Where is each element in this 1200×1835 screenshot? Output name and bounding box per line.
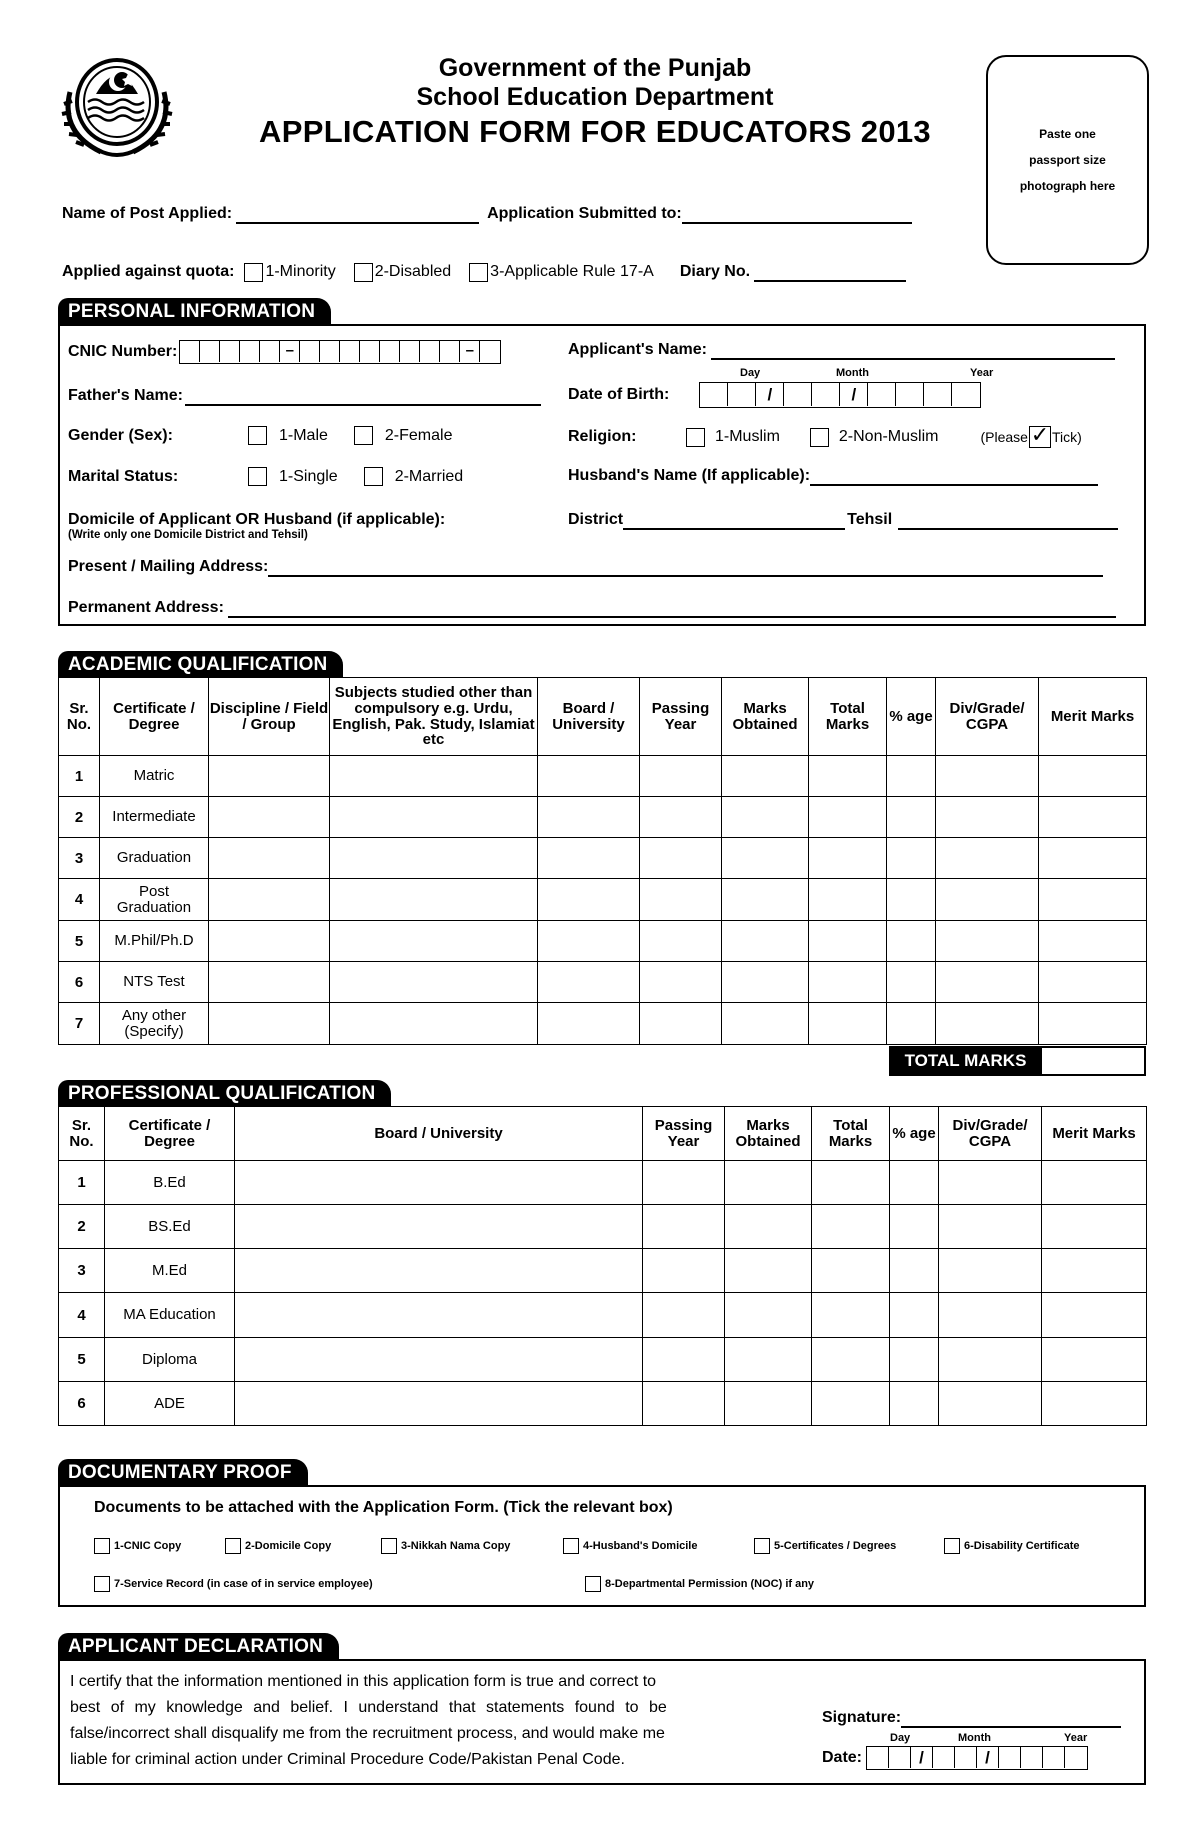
input-cell[interactable] bbox=[812, 1382, 890, 1426]
input-cell[interactable] bbox=[887, 962, 936, 1003]
input-cell[interactable] bbox=[809, 1003, 887, 1045]
applicant-name-label: Applicant's Name: bbox=[568, 341, 707, 358]
sr-cell: 6 bbox=[59, 1382, 105, 1426]
col-header-total-marks: Total Marks bbox=[812, 1107, 890, 1161]
col-header-board: Board / University bbox=[235, 1107, 643, 1161]
cnic-dash: – bbox=[460, 341, 480, 362]
input-cell[interactable] bbox=[1042, 1293, 1147, 1338]
total-marks-label: TOTAL MARKS bbox=[889, 1046, 1042, 1076]
input-cell[interactable] bbox=[1042, 1338, 1147, 1382]
input-cell[interactable] bbox=[890, 1293, 939, 1338]
sr-cell: 4 bbox=[59, 1293, 105, 1338]
input-cell[interactable] bbox=[887, 921, 936, 962]
col-header-merit: Merit Marks bbox=[1039, 678, 1147, 756]
doc-noc-checkbox[interactable] bbox=[585, 1576, 601, 1592]
input-cell[interactable] bbox=[725, 1293, 812, 1338]
input-cell[interactable] bbox=[640, 921, 722, 962]
input-cell[interactable] bbox=[330, 879, 538, 921]
table-row bbox=[59, 1293, 1147, 1338]
input-cell[interactable] bbox=[939, 1249, 1042, 1293]
input-cell[interactable] bbox=[209, 797, 330, 838]
table-row bbox=[59, 962, 1147, 1003]
input-cell[interactable] bbox=[330, 921, 538, 962]
input-cell[interactable] bbox=[887, 879, 936, 921]
degree-cell: Any other (Specify) bbox=[100, 1003, 209, 1045]
husband-name-label: Husband's Name (If applicable): bbox=[568, 467, 811, 484]
input-cell[interactable] bbox=[235, 1205, 643, 1249]
district-label: District bbox=[568, 511, 624, 528]
doc-cnic-label: 1-CNIC Copy bbox=[114, 1540, 182, 1552]
marital-single-label: 1-Single bbox=[279, 467, 338, 485]
table-row bbox=[59, 1382, 1147, 1426]
documentary-proof-tab: DOCUMENTARY PROOF bbox=[58, 1459, 308, 1486]
tehsil-label: Tehsil bbox=[847, 511, 893, 528]
degree-cell: BS.Ed bbox=[105, 1205, 235, 1249]
header-line-2: School Education Department bbox=[416, 83, 774, 111]
table-row bbox=[59, 1338, 1147, 1382]
input-cell[interactable] bbox=[722, 756, 809, 797]
degree-cell: Post Graduation bbox=[100, 879, 209, 921]
input-cell[interactable] bbox=[936, 797, 1039, 838]
photo-note-line-3: photograph here bbox=[1019, 179, 1116, 193]
doc-service-record-label: 7-Service Record (in case of in service employee) bbox=[114, 1578, 373, 1590]
table-row bbox=[59, 1249, 1147, 1293]
degree-cell: Diploma bbox=[105, 1338, 235, 1382]
input-cell[interactable] bbox=[330, 797, 538, 838]
present-address-label: Present / Mailing Address: bbox=[68, 558, 269, 575]
input-cell[interactable] bbox=[538, 838, 640, 879]
doc-certificates-checkbox[interactable] bbox=[754, 1538, 770, 1554]
permanent-address-label: Permanent Address: bbox=[68, 599, 224, 616]
col-header-certificate: Certificate / Degree bbox=[105, 1107, 235, 1161]
sr-cell: 4 bbox=[59, 879, 100, 921]
religion-non-muslim-checkbox[interactable] bbox=[810, 428, 829, 447]
sr-cell: 3 bbox=[59, 838, 100, 879]
form-title: APPLICATION FORM FOR EDUCATORS 2013 bbox=[259, 114, 931, 149]
dob-input[interactable] bbox=[699, 382, 981, 408]
degree-cell: Matric bbox=[100, 756, 209, 797]
input-cell[interactable] bbox=[538, 1003, 640, 1045]
sr-cell: 5 bbox=[59, 921, 100, 962]
doc-husband-domicile-checkbox[interactable] bbox=[563, 1538, 579, 1554]
input-cell[interactable] bbox=[722, 879, 809, 921]
input-cell[interactable] bbox=[812, 1249, 890, 1293]
input-cell[interactable] bbox=[887, 1003, 936, 1045]
input-cell[interactable] bbox=[936, 756, 1039, 797]
domicile-note: (Write only one Domicile District and Tehsil) bbox=[68, 529, 308, 541]
declaration-line-2: best of my knowledge and belief. I understand that statements found to be bbox=[70, 1699, 667, 1716]
input-cell[interactable] bbox=[330, 962, 538, 1003]
marital-status-label: Marital Status: bbox=[68, 467, 179, 485]
sr-cell: 5 bbox=[59, 1338, 105, 1382]
input-cell[interactable] bbox=[725, 1382, 812, 1426]
input-cell[interactable] bbox=[1039, 1003, 1147, 1045]
input-cell[interactable] bbox=[640, 756, 722, 797]
personal-info-tab: PERSONAL INFORMATION bbox=[58, 298, 331, 325]
marital-married-checkbox[interactable] bbox=[364, 467, 383, 486]
input-cell[interactable] bbox=[538, 797, 640, 838]
input-cell[interactable] bbox=[890, 1161, 939, 1205]
tick-note-open: (Please bbox=[980, 429, 1028, 445]
table-row bbox=[59, 1161, 1147, 1205]
input-cell[interactable] bbox=[809, 921, 887, 962]
input-cell[interactable] bbox=[887, 797, 936, 838]
input-cell[interactable] bbox=[722, 921, 809, 962]
input-cell[interactable] bbox=[209, 1003, 330, 1045]
doc-disability-label: 6-Disability Certificate bbox=[964, 1540, 1080, 1552]
photo-note-line-1: Paste one bbox=[1039, 127, 1096, 141]
dob-separator: / bbox=[840, 383, 868, 406]
marital-married-label: 2-Married bbox=[394, 467, 464, 485]
input-cell[interactable] bbox=[722, 1003, 809, 1045]
applicant-name-field[interactable] bbox=[711, 340, 1115, 360]
religion-muslim-label: 1-Muslim bbox=[715, 428, 780, 445]
quota-disabled-label: 2-Disabled bbox=[374, 263, 452, 280]
col-header-total-marks: Total Marks bbox=[809, 678, 887, 756]
declaration-line-4: liable for criminal action under Criminal Procedure Code/Pakistan Penal Code. bbox=[70, 1751, 625, 1768]
doc-certificates-label: 5-Certificates / Degrees bbox=[774, 1540, 897, 1552]
input-cell[interactable] bbox=[538, 879, 640, 921]
input-cell[interactable] bbox=[890, 1382, 939, 1426]
gender-male-checkbox[interactable] bbox=[248, 426, 267, 445]
permanent-address-field[interactable] bbox=[228, 598, 1116, 618]
quota-minority-checkbox[interactable] bbox=[244, 263, 263, 282]
date-year-caption: Year bbox=[1064, 1732, 1088, 1744]
input-cell[interactable] bbox=[725, 1161, 812, 1205]
input-cell[interactable] bbox=[725, 1338, 812, 1382]
input-cell[interactable] bbox=[1039, 838, 1147, 879]
degree-cell: M.Phil/Ph.D bbox=[100, 921, 209, 962]
input-cell[interactable] bbox=[330, 756, 538, 797]
quota-rule17a-checkbox[interactable] bbox=[469, 263, 488, 282]
diary-no-field[interactable] bbox=[754, 262, 906, 282]
input-cell[interactable] bbox=[812, 1161, 890, 1205]
sr-cell: 6 bbox=[59, 962, 100, 1003]
degree-cell: Graduation bbox=[100, 838, 209, 879]
table-row bbox=[59, 879, 1147, 921]
professional-qualification-tab: PROFESSIONAL QUALIFICATION bbox=[58, 1080, 391, 1107]
input-cell[interactable] bbox=[538, 756, 640, 797]
col-header-marks-obtained: Marks Obtained bbox=[722, 678, 809, 756]
post-applied-label: Name of Post Applied: bbox=[62, 205, 233, 222]
date-day-caption: Day bbox=[890, 1732, 911, 1744]
sr-cell: 2 bbox=[59, 1205, 105, 1249]
degree-cell: MA Education bbox=[105, 1293, 235, 1338]
input-cell[interactable] bbox=[725, 1205, 812, 1249]
signature-field[interactable] bbox=[901, 1708, 1121, 1728]
doc-nikkah-label: 3-Nikkah Nama Copy bbox=[401, 1540, 511, 1552]
input-cell[interactable] bbox=[538, 962, 640, 1003]
gender-female-label: 2-Female bbox=[384, 426, 453, 444]
col-header-discipline: Discipline / Field / Group bbox=[209, 678, 330, 756]
signature-label: Signature: bbox=[822, 1709, 902, 1726]
tick-example-icon: ✓ bbox=[1030, 422, 1050, 447]
doc-domicile-checkbox[interactable] bbox=[225, 1538, 241, 1554]
degree-cell: M.Ed bbox=[105, 1249, 235, 1293]
input-cell[interactable] bbox=[643, 1205, 725, 1249]
dob-year-caption: Year bbox=[970, 367, 994, 379]
input-cell[interactable] bbox=[235, 1249, 643, 1293]
input-cell[interactable] bbox=[722, 838, 809, 879]
input-cell[interactable] bbox=[939, 1205, 1042, 1249]
punjab-emblem-icon bbox=[56, 52, 178, 160]
doc-nikkah-checkbox[interactable] bbox=[381, 1538, 397, 1554]
diary-no-label: Diary No. bbox=[679, 263, 751, 280]
declaration-line-1: I certify that the information mentioned in this application form is true and correct to bbox=[70, 1673, 657, 1690]
input-cell[interactable] bbox=[643, 1249, 725, 1293]
input-cell[interactable] bbox=[722, 962, 809, 1003]
submitted-to-field[interactable] bbox=[682, 204, 912, 224]
degree-cell: ADE bbox=[105, 1382, 235, 1426]
input-cell[interactable] bbox=[1042, 1205, 1147, 1249]
input-cell[interactable] bbox=[936, 921, 1039, 962]
father-name-label: Father's Name: bbox=[68, 387, 183, 404]
input-cell[interactable] bbox=[235, 1161, 643, 1205]
input-cell[interactable] bbox=[209, 962, 330, 1003]
header-line-1: Government of the Punjab bbox=[438, 54, 752, 82]
total-marks-field[interactable] bbox=[1040, 1046, 1146, 1076]
table-row bbox=[59, 921, 1147, 962]
district-field[interactable] bbox=[623, 510, 845, 530]
sr-cell: 1 bbox=[59, 756, 100, 797]
date-input[interactable] bbox=[866, 1746, 1088, 1770]
date-separator: / bbox=[977, 1747, 999, 1768]
table-row bbox=[59, 838, 1147, 879]
degree-cell: Intermediate bbox=[100, 797, 209, 838]
doc-domicile-label: 2-Domicile Copy bbox=[245, 1540, 332, 1552]
input-cell[interactable] bbox=[936, 1003, 1039, 1045]
dob-separator: / bbox=[756, 383, 784, 406]
degree-cell: B.Ed bbox=[105, 1161, 235, 1205]
date-label: Date: bbox=[822, 1749, 863, 1766]
input-cell[interactable] bbox=[1039, 962, 1147, 1003]
cnic-label: CNIC Number: bbox=[68, 343, 178, 360]
doc-disability-checkbox[interactable] bbox=[944, 1538, 960, 1554]
photo-note-line-2: passport size bbox=[1029, 153, 1106, 167]
table-row bbox=[59, 1003, 1147, 1045]
sr-cell: 1 bbox=[59, 1161, 105, 1205]
col-header-certificate: Certificate / Degree bbox=[100, 678, 209, 756]
quota-rule17a-label: 3-Applicable Rule 17-A bbox=[490, 263, 654, 280]
input-cell[interactable] bbox=[538, 921, 640, 962]
input-cell[interactable] bbox=[1039, 879, 1147, 921]
input-cell[interactable] bbox=[812, 1293, 890, 1338]
post-applied-field[interactable] bbox=[236, 204, 479, 224]
input-cell[interactable] bbox=[1039, 921, 1147, 962]
applicant-declaration-tab: APPLICANT DECLARATION bbox=[58, 1633, 339, 1660]
col-header-sr: Sr. No. bbox=[59, 1107, 105, 1161]
date-separator: / bbox=[911, 1747, 933, 1768]
input-cell[interactable] bbox=[890, 1249, 939, 1293]
quota-disabled-checkbox[interactable] bbox=[354, 263, 373, 282]
photo-box[interactable] bbox=[986, 55, 1149, 265]
table-row bbox=[59, 797, 1147, 838]
husband-name-field[interactable] bbox=[810, 466, 1098, 486]
input-cell[interactable] bbox=[939, 1293, 1042, 1338]
cnic-input[interactable] bbox=[179, 340, 501, 364]
col-header-sr: Sr. No. bbox=[59, 678, 100, 756]
input-cell[interactable] bbox=[330, 838, 538, 879]
input-cell[interactable] bbox=[209, 921, 330, 962]
input-cell[interactable] bbox=[643, 1293, 725, 1338]
input-cell[interactable] bbox=[722, 797, 809, 838]
dob-day-caption: Day bbox=[740, 367, 761, 379]
present-address-field[interactable] bbox=[268, 557, 1103, 577]
degree-cell: NTS Test bbox=[100, 962, 209, 1003]
input-cell[interactable] bbox=[1039, 797, 1147, 838]
col-header-marks-obtained: Marks Obtained bbox=[725, 1107, 812, 1161]
tick-note-close: Tick) bbox=[1051, 429, 1082, 445]
academic-qualification-tab: ACADEMIC QUALIFICATION bbox=[58, 651, 343, 678]
input-cell[interactable] bbox=[643, 1382, 725, 1426]
input-cell[interactable] bbox=[1042, 1249, 1147, 1293]
input-cell[interactable] bbox=[939, 1382, 1042, 1426]
declaration-line-3: false/incorrect shall disqualify me from the recruitment process, and would make me bbox=[70, 1725, 665, 1742]
col-header-percentage: % age bbox=[890, 1107, 939, 1161]
dob-month-caption: Month bbox=[836, 367, 869, 379]
input-cell[interactable] bbox=[640, 1003, 722, 1045]
input-cell[interactable] bbox=[939, 1338, 1042, 1382]
religion-label: Religion: bbox=[568, 428, 637, 445]
input-cell[interactable] bbox=[640, 838, 722, 879]
submitted-to-label: Application Submitted to: bbox=[487, 205, 682, 222]
tehsil-field[interactable] bbox=[898, 510, 1118, 530]
input-cell[interactable] bbox=[643, 1338, 725, 1382]
input-cell[interactable] bbox=[643, 1161, 725, 1205]
col-header-merit: Merit Marks bbox=[1042, 1107, 1147, 1161]
input-cell[interactable] bbox=[809, 756, 887, 797]
table-row bbox=[59, 756, 1147, 797]
gender-male-label: 1-Male bbox=[279, 426, 328, 444]
date-month-caption: Month bbox=[958, 1732, 991, 1744]
input-cell[interactable] bbox=[936, 962, 1039, 1003]
input-cell[interactable] bbox=[890, 1338, 939, 1382]
input-cell[interactable] bbox=[936, 879, 1039, 921]
input-cell[interactable] bbox=[640, 879, 722, 921]
col-header-board: Board / University bbox=[538, 678, 640, 756]
input-cell[interactable] bbox=[809, 838, 887, 879]
doc-cnic-checkbox[interactable] bbox=[94, 1538, 110, 1554]
documentary-intro: Documents to be attached with the Application Form. (Tick the relevant box) bbox=[94, 1499, 673, 1516]
input-cell[interactable] bbox=[209, 879, 330, 921]
dob-label: Date of Birth: bbox=[568, 386, 670, 403]
input-cell[interactable] bbox=[640, 797, 722, 838]
father-name-field[interactable] bbox=[185, 386, 541, 406]
input-cell[interactable] bbox=[1042, 1382, 1147, 1426]
col-header-division: Div/Grade/ CGPA bbox=[939, 1107, 1042, 1161]
col-header-subjects: Subjects studied other than compulsory e.g. Urdu, English, Pak. Study, Islamiat etc bbox=[330, 678, 538, 756]
input-cell[interactable] bbox=[725, 1249, 812, 1293]
input-cell[interactable] bbox=[936, 838, 1039, 879]
cnic-dash: – bbox=[280, 341, 300, 362]
input-cell[interactable] bbox=[812, 1338, 890, 1382]
gender-label: Gender (Sex): bbox=[68, 426, 173, 444]
table-row bbox=[59, 1205, 1147, 1249]
academic-table bbox=[58, 677, 1147, 1045]
quota-label: Applied against quota: bbox=[62, 263, 235, 280]
sr-cell: 3 bbox=[59, 1249, 105, 1293]
gender-female-checkbox[interactable] bbox=[354, 426, 373, 445]
religion-non-muslim-label: 2-Non-Muslim bbox=[838, 428, 939, 445]
input-cell[interactable] bbox=[887, 756, 936, 797]
doc-husband-domicile-label: 4-Husband's Domicile bbox=[583, 1540, 698, 1552]
sr-cell: 2 bbox=[59, 797, 100, 838]
doc-service-record-checkbox[interactable] bbox=[94, 1576, 110, 1592]
input-cell[interactable] bbox=[235, 1338, 643, 1382]
doc-noc-label: 8-Departmental Permission (NOC) if any bbox=[605, 1578, 815, 1590]
col-header-division: Div/Grade/ CGPA bbox=[936, 678, 1039, 756]
religion-muslim-checkbox[interactable] bbox=[686, 428, 705, 447]
col-header-passing-year: Passing Year bbox=[643, 1107, 725, 1161]
input-cell[interactable] bbox=[209, 756, 330, 797]
input-cell[interactable] bbox=[1039, 756, 1147, 797]
col-header-percentage: % age bbox=[887, 678, 936, 756]
col-header-passing-year: Passing Year bbox=[640, 678, 722, 756]
input-cell[interactable] bbox=[939, 1161, 1042, 1205]
quota-minority-label: 1-Minority bbox=[265, 263, 336, 280]
input-cell[interactable] bbox=[809, 962, 887, 1003]
sr-cell: 7 bbox=[59, 1003, 100, 1045]
input-cell[interactable] bbox=[235, 1293, 643, 1338]
input-cell[interactable] bbox=[812, 1205, 890, 1249]
input-cell[interactable] bbox=[887, 838, 936, 879]
professional-table bbox=[58, 1106, 1147, 1426]
input-cell[interactable] bbox=[890, 1205, 939, 1249]
input-cell[interactable] bbox=[640, 962, 722, 1003]
input-cell[interactable] bbox=[809, 797, 887, 838]
input-cell[interactable] bbox=[330, 1003, 538, 1045]
input-cell[interactable] bbox=[809, 879, 887, 921]
marital-single-checkbox[interactable] bbox=[248, 467, 267, 486]
input-cell[interactable] bbox=[235, 1382, 643, 1426]
input-cell[interactable] bbox=[209, 838, 330, 879]
domicile-label: Domicile of Applicant OR Husband (if applicable): bbox=[68, 511, 446, 528]
input-cell[interactable] bbox=[1042, 1161, 1147, 1205]
